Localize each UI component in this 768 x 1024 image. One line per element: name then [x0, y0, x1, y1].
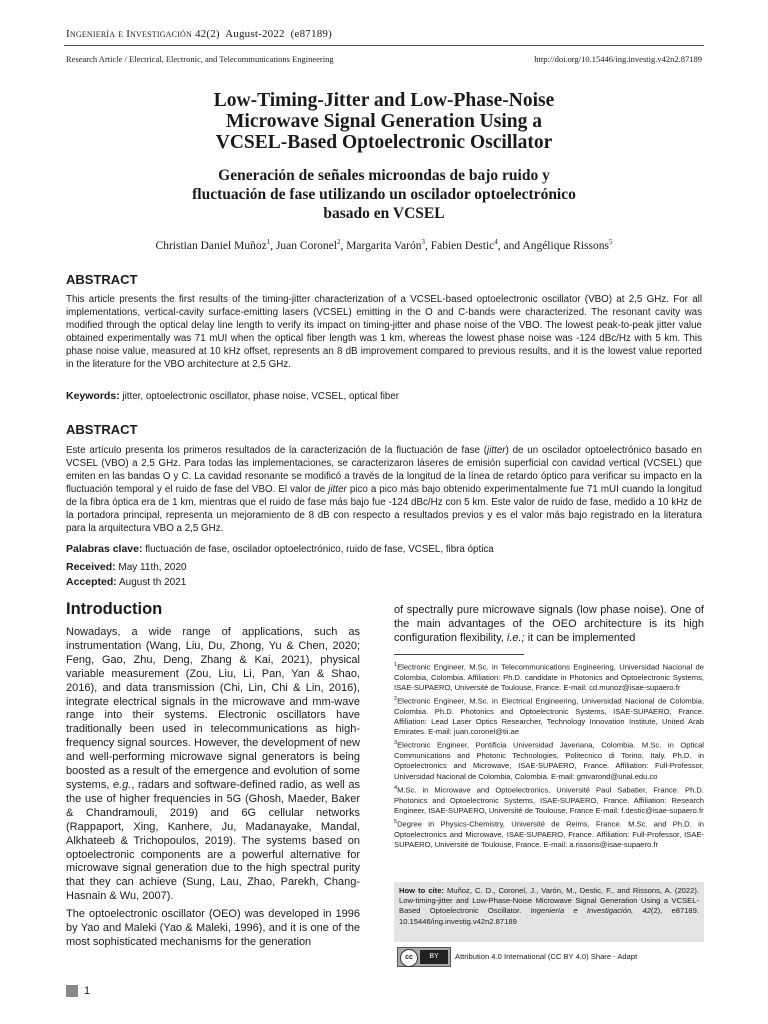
palabras-clave-value: fluctuación de fase, oscilador optoelectrónico, ruido de fase, VCSEL, fibra óptica: [145, 544, 494, 555]
footnote-rule: [394, 654, 524, 655]
paper-title-spanish: [64, 166, 704, 223]
keywords-label: Keywords:: [66, 390, 120, 402]
header-rule: [64, 45, 704, 46]
footnote: $^4$M.Sc. in Microwave and Optoelectronics, Université Paul Sabatier, France. Ph.D. Photonics and Optoelectronic Systems, ISAE-SUPAERO, France. Affiliation: Research Engineer, ISAE-SUPAERO, Université de Toulouse, France E-mail: f.destic@isae-supaero.fr: [394, 784, 704, 815]
cc-icon: cc: [400, 949, 418, 967]
journal-header: [66, 28, 332, 40]
author: Fabien Destic$^4$, and: [430, 238, 523, 252]
accepted-date: Accepted: August th 2021: [66, 576, 187, 588]
footnote: $^2$Electronic Engineer, M.Sc. in Electrical Engineering, Universidad Nacional de Colombia, Colombia. Ph.D. Photonics and Optoelectronic Systems, ISAE-SUPAERO, France. Affiliation: Lead Laser Optics Researcher, Technology Innovation Institute, United Arab Emirates. E-mail: juan.coronel@tii.ae: [394, 696, 704, 737]
footnote: $^5$Degree in Physics-Chemistry, Université de Reims, France. M.Sc. and Ph.D. in Optoelectronics and Microwave, ISAE-SUPAERO, France. Affiliation: Full-Professor, ISAE-SUPAERO, Université de Toulouse, France. E-mail: a.rissons@isae-supaero.fr: [394, 818, 704, 849]
article-type: Research Article / Electrical, Electronic, and Telecommunications Engineering: [66, 54, 334, 64]
keywords-value: jitter, optoelectronic oscillator, phase noise, VCSEL, optical fiber: [122, 391, 400, 402]
author: Juan Coronel$^2$,: [275, 238, 347, 252]
author-list: [64, 238, 704, 252]
title-line: VCSEL-Based Optoelectronic Oscillator: [215, 132, 553, 153]
palabras-clave-label: Palabras clave:: [66, 543, 143, 555]
cc-license-badge[interactable]: [397, 947, 451, 967]
introduction-heading: Introduction: [66, 600, 163, 618]
page-marker-icon: [66, 985, 78, 997]
intro-continued: of spectrally pure microwave signals (low phase noise). One of the main advantages of the OEO architecture is its high configuration flexibility, i.e.; it can be implemented: [394, 604, 704, 644]
paper-title: [64, 90, 704, 153]
palabras-clave: [66, 543, 494, 555]
title-es-line: basado en VCSEL: [323, 205, 445, 222]
citation-text: How to cite: Muñoz, C. D., Coronel, J., Varón, M., Destic, F., and Rissons, A. (2022). Low-timing-jitter and Low-Phase-Noise Microwave Signal Generation Using a VCSEL-Based Optoelectronic Oscillator. Ingeniería e Investigación, 42(2), e87189. 10.15446/ing.investig.v42n2.87189: [399, 886, 699, 926]
issue-date: August-2022: [225, 28, 285, 40]
author: Angélique Rissons$^5$: [522, 238, 613, 252]
page-number: 1: [84, 985, 91, 997]
title-line: Microwave Signal Generation Using a: [226, 111, 542, 132]
abstract-es-text: Este artículo presenta los primeros resultados de la caracterización de la fluctuación de fase (jitter) de un oscilador optoelectrónico basado en VCSEL (VBO) a 2,5 GHz. Para todas las implementaciones, se caracterizaron láseres de emisión superficial con cavidad vertical (VCSEL) que emiten en las bandas O y C. La cavidad resonante se modificó a través de la longitud de la línea de retardo óptico para verificar su impacto en la fluctuación temporal y el ruido de fase del VBO. El valor de jitter pico a pico más bajo obtenido experimentalmente fue 71 mUI cuando la longitud de la fibra óptica era de 1 km, mientras que el ruido de fase más bajo fue -124 dBc/Hz con 5 km. Este valor de ruido de fase, medido a 10 kHz de la portadora principal, representa un mejoramiento de 8 dB con respecto a resultados previos y es el valor más bajo registrado en la literatura para la arquitectura VBO a 2,5 GHz.: [66, 445, 702, 534]
footnote: $^3$Electronic Engineer, Pontificia Universidad Javeriana, Colombia. M.Sc. in Optical Communications and Photonic Technologies, Politecnico di Torino, Italy. Ph.D. in Optoelectronics and Microwave, ISAE-SUPAERO, France. Affiliation: Full-Professor, Universidad Nacional de Colombia, Colombia. E-mail: gmvarond@unal.edu.co: [394, 740, 704, 781]
received-date: Received: May 11th, 2020: [66, 561, 187, 573]
footnote: $^1$Electronic Engineer, M.Sc. in Telecommunications Engineering, Universidad Nacional de Colombia, Colombia. Affiliation: Ph.D. candidate in Photonics and Optoelectronic Systems, ISAE-SUPAERO, Université de Toulouse, France. E-mail: cd.munoz@isae-supaero.fr: [394, 662, 704, 692]
abstract-es-heading: ABSTRACT: [66, 422, 138, 437]
author: Christian Daniel Muñoz$^1$,: [155, 238, 276, 252]
keywords: [66, 390, 399, 402]
abstract-heading: ABSTRACT: [66, 272, 138, 287]
title-es-line: fluctuación de fase utilizando un oscilador optoelectrónico: [192, 186, 576, 203]
by-icon: BY: [420, 950, 448, 964]
license-text: Attribution 4.0 International (CC BY 4.0) Share - Adapt: [455, 952, 638, 961]
article-id: (e87189): [290, 28, 332, 40]
abstract-text: This article presents the first results of the timing-jitter characterization of a VCSEL-based optoelectronic oscillator (VBO) at 2,5 GHz. For all implementations, vertical-cavity surface-emitting lasers (VCSEL) emitting in the O and C-bands were characterized. The resonant cavity was modified through the optical delay line length to verify its impact on timing-jitter and phase noise of the VBO. The lowest peak-to-peak jitter value obtained experimentally was 71 mUI when the optical fiber length was 1 km, whereas the lowest phase noise was -124 dBc/Hz with 5 km. This phase noise value, measured at 10 kHz offset, represents an 8 dB improvement compared to previous results, and it is the lowest value reported in the literature for the VBO architecture at 2,5 GHz.: [66, 294, 702, 370]
author: Margarita Varón$^3$,: [346, 238, 431, 252]
intro-paragraph: Nowadays, a wide range of applications, such as instrumentation (Wang, Liu, Du, Zhong, Yu & Chen, 2020; Feng, Gao, Zhu, Deng, Zhang & Kai, 2021), physical variable measurement (Zou, Liu, Li, Pan, Yan & Shao, 2016), and data transmission (Chi, Lin, Chi & Lin, 2016), integrate electrical signals in the microwave and mm-wave range into their systems. Electronic oscillators have traditionally been used in telecommunications as high-frequency signal sources. However, the development of new and well-performing microwave signal generators is being boosted as a result of the emergence and evolution of some systems, e.g., radars and software-defined radio, as well as the use of higher frequencies in 5G (Ghosh, Maeder, Baker & Chandramouli, 2019) and 6G cellular networks (Rappaport, Xing, Kanhere, Ju, Madanayake, Mandal, Alkhateeb & Trichopoulos, 2019). The systems based on optoelectronic components are a powerful alternative for microwave signal generation due to the high spectral purity that they can achieve (Sung, Lau, Zhao, Parekh, Chang-Hasnain & Wu, 2007).: [66, 626, 360, 903]
title-line: Low-Timing-Jitter and Low-Phase-Noise: [213, 90, 555, 111]
intro-paragraph: The optoelectronic oscillator (OEO) was developed in 1996 by Yao and Maleki (Yao & Maleki, 1996), and it is one of the most sophisticated mechanisms for the generation: [66, 908, 360, 948]
journal-name: Ingeniería e Investigación 42(2): [66, 28, 220, 40]
doi-link[interactable]: http://doi.org/10.15446/ing.investig.v42n2.87189: [534, 54, 702, 64]
citation-label: How to cite:: [399, 886, 444, 895]
title-es-line: Generación de señales microondas de bajo ruido y: [218, 167, 550, 184]
footnotes: [394, 660, 704, 851]
